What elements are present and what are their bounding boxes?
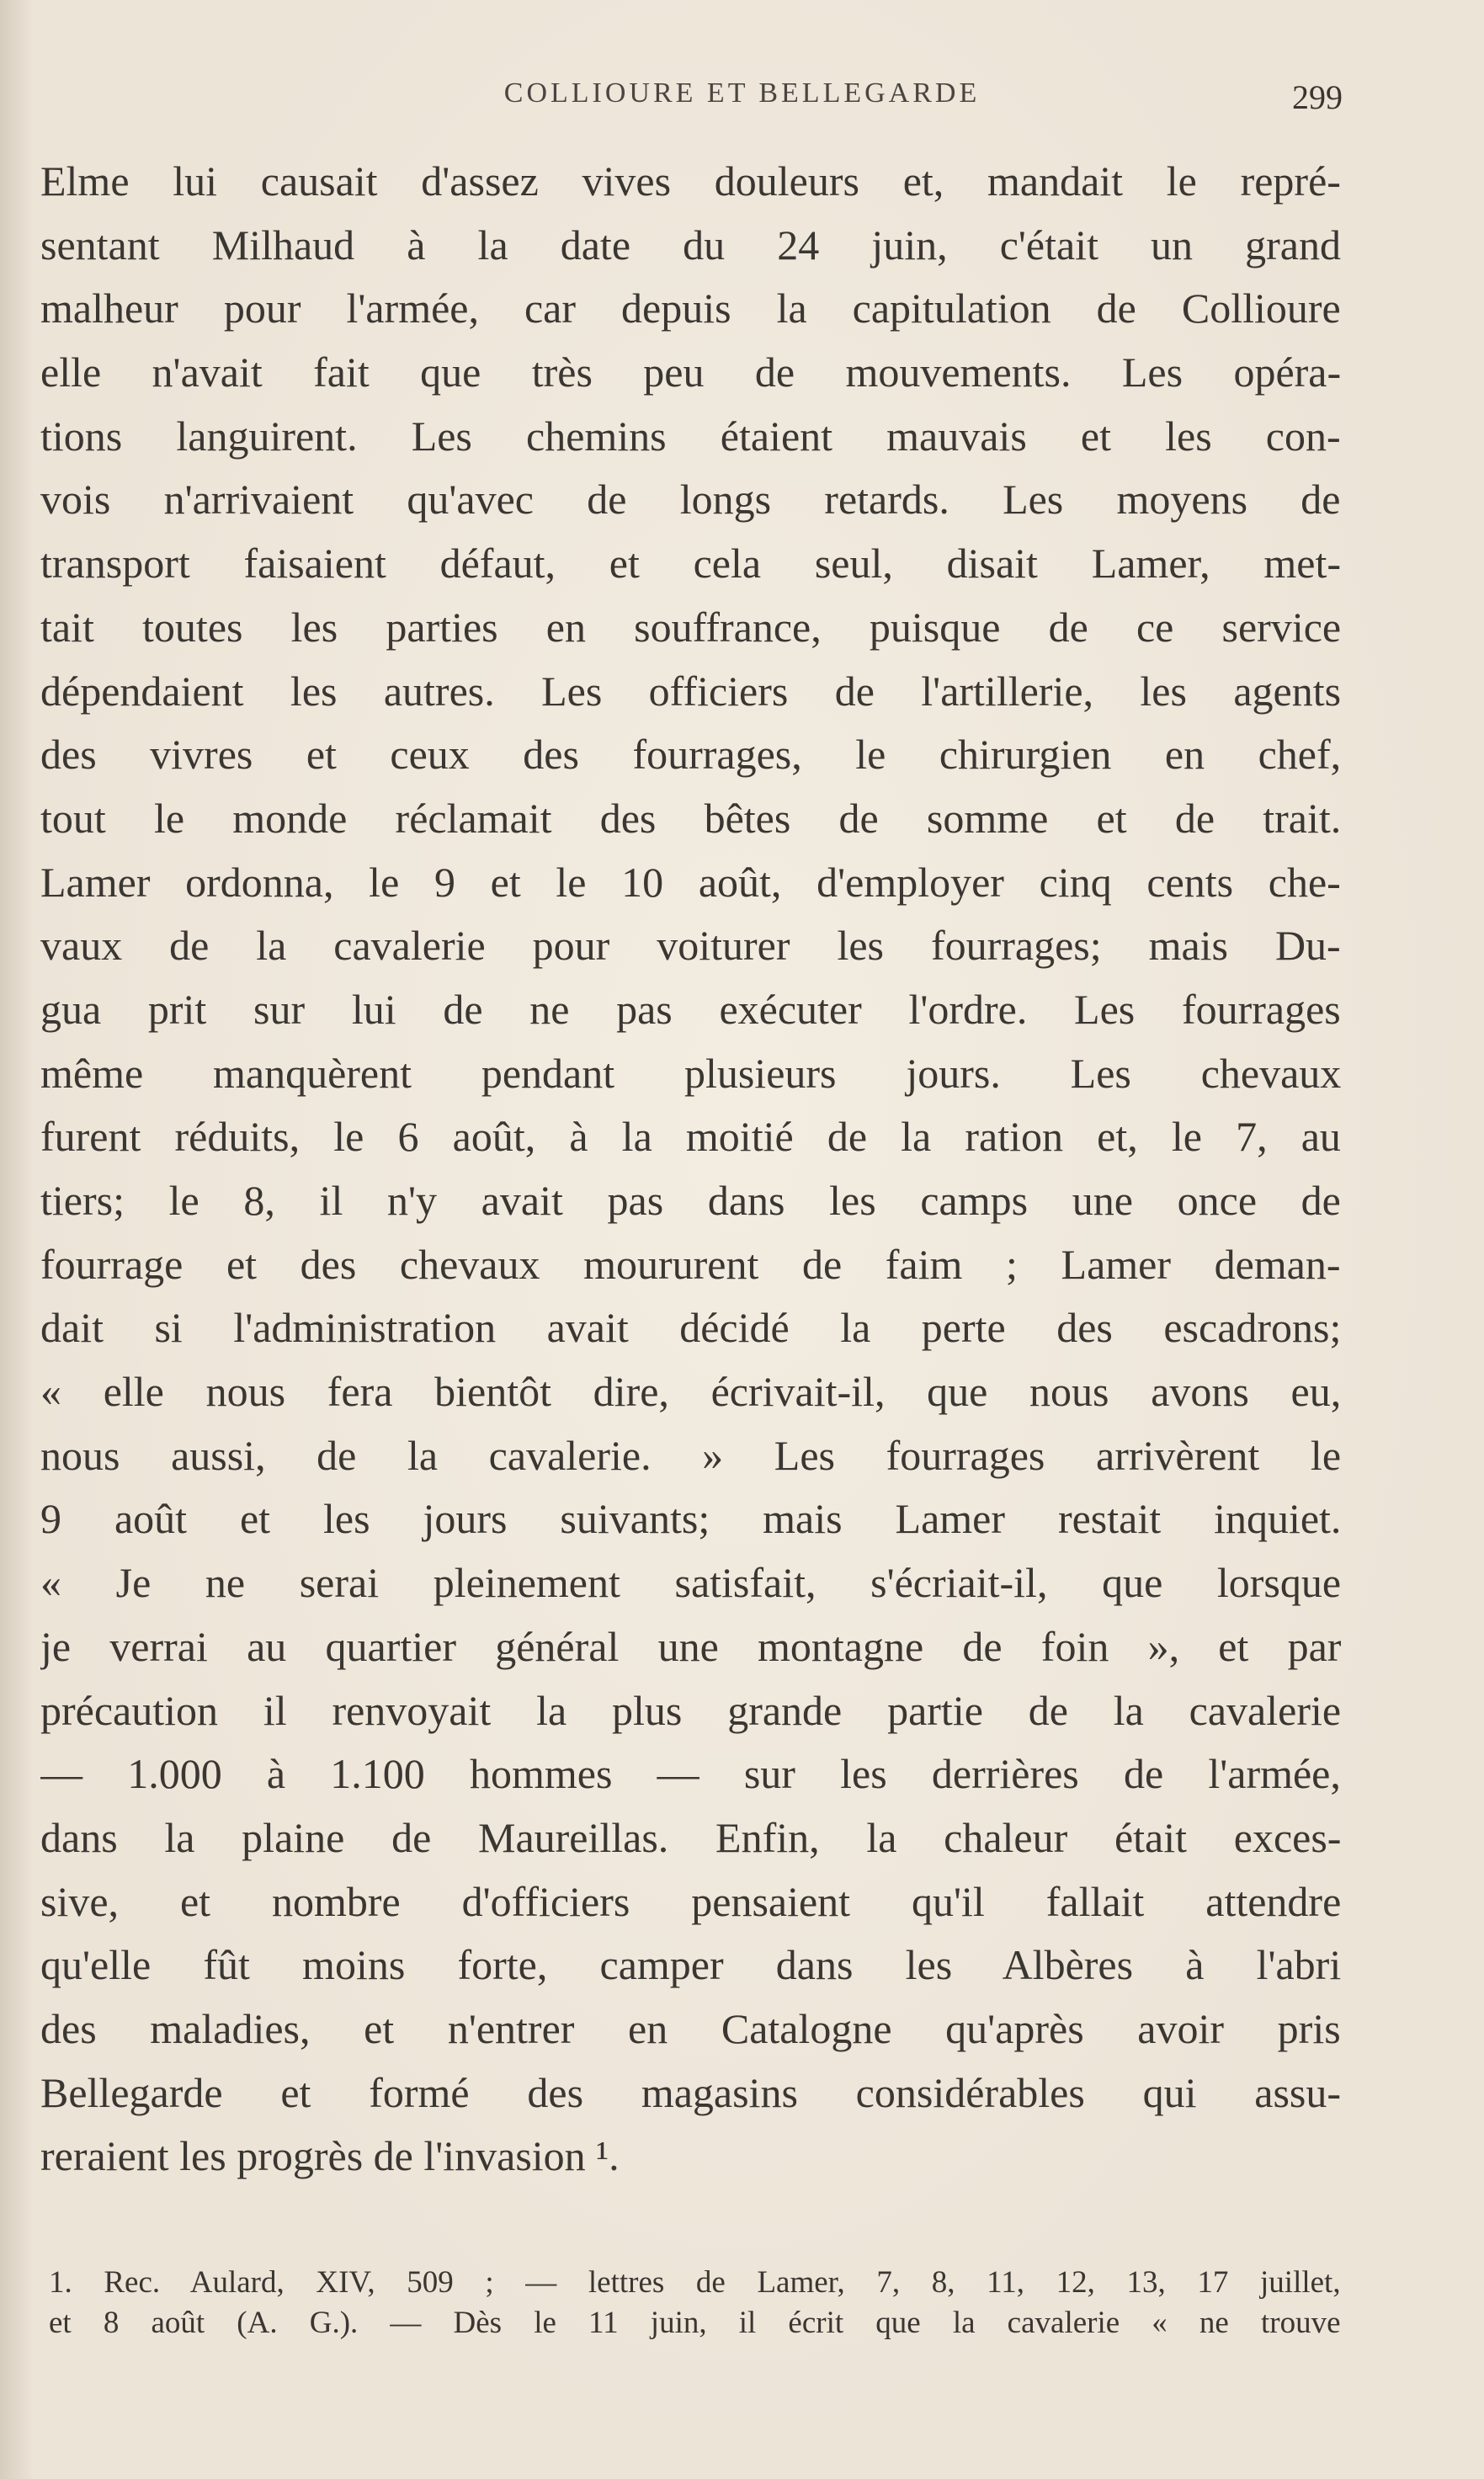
text-line: sentant Milhaud à la date du 24 juin, c'était un grand — [40, 221, 1341, 269]
text-line: tions languirent. Les chemins étaient mauvais et les con- — [40, 412, 1341, 460]
text-line: « elle nous fera bientôt dire, écrivait-il, que nous avons eu, — [40, 1368, 1341, 1416]
text-line: vois n'arrivaient qu'avec de longs retards. Les moyens de — [40, 476, 1341, 524]
text-line: tait toutes les parties en souffrance, puisque de ce service — [40, 603, 1341, 651]
running-title: COLLIOURE ET BELLEGARDE — [503, 77, 981, 109]
text-line: vaux de la cavalerie pour voiturer les fourrages; mais Du- — [40, 922, 1341, 970]
text-line: dans la plaine de Maureillas. Enfin, la chaleur était exces- — [40, 1813, 1341, 1861]
text-line: elle n'avait fait que très peu de mouvements. Les opéra- — [40, 348, 1341, 396]
text-line: tiers; le 8, il n'y avait pas dans les camps une once de — [40, 1177, 1341, 1224]
text-line: malheur pour l'armée, car depuis la capitulation de Collioure — [40, 285, 1341, 332]
text-line: je verrai au quartier général une montagne de foin », et par — [40, 1622, 1341, 1670]
page-number: 299 — [1292, 78, 1343, 116]
footnotes — [49, 2263, 1341, 2343]
text-line: Elme lui causait d'assez vives douleurs et, mandait le repré- — [40, 157, 1341, 205]
footnote-line: 1. Rec. Aulard, XIV, 509 ; — lettres de Lamer, 7, 8, 11, 12, 13, 17 juillet, — [49, 2265, 1341, 2300]
text-line: — 1.000 à 1.100 hommes — sur les derrières de l'armée, — [40, 1750, 1341, 1798]
text-line: transport faisaient défaut, et cela seul, disait Lamer, met- — [40, 540, 1341, 588]
text-line: nous aussi, de la cavalerie. » Les fourrages arrivèrent le — [40, 1431, 1341, 1479]
text-line: dait si l'administration avait décidé la perte des escadrons; — [40, 1304, 1341, 1352]
text-line: reraient les progrès de l'invasion ¹. — [40, 2132, 620, 2180]
text-line: qu'elle fût moins forte, camper dans les Albères à l'abri — [40, 1941, 1341, 1989]
text-line: des vivres et ceux des fourrages, le chirurgien en chef, — [40, 731, 1341, 779]
text-line: « Je ne serai pleinement satisfait, s'écriait-il, que lorsque — [40, 1559, 1341, 1607]
text-line: fourrage et des chevaux moururent de faim ; Lamer deman- — [40, 1240, 1341, 1288]
running-head — [0, 77, 1484, 116]
text-line: 9 août et les jours suivants; mais Lamer restait inquiet. — [40, 1495, 1341, 1543]
text-line: Bellegarde et formé des magasins considérables qui assu- — [40, 2068, 1341, 2116]
body-text — [40, 150, 1341, 2189]
footnote-line: et 8 août (A. G.). — Dès le 11 juin, il écrit que la cavalerie « ne trouve — [49, 2306, 1341, 2340]
text-line: gua prit sur lui de ne pas exécuter l'ordre. Les fourrages — [40, 985, 1341, 1033]
text-line: des maladies, et n'entrer en Catalogne qu'après avoir pris — [40, 2004, 1341, 2052]
text-line: furent réduits, le 6 août, à la moitié de la ration et, le 7, au — [40, 1113, 1341, 1161]
text-line: tout le monde réclamait des bêtes de somme et de trait. — [40, 794, 1341, 842]
text-line: précaution il renvoyait la plus grande partie de la cavalerie — [40, 1686, 1341, 1734]
text-line: sive, et nombre d'officiers pensaient qu'il fallait attendre — [40, 1877, 1341, 1925]
text-line: dépendaient les autres. Les officiers de l'artillerie, les agents — [40, 667, 1341, 715]
text-line: Lamer ordonna, le 9 et le 10 août, d'employer cinq cents che- — [40, 858, 1341, 906]
text-line: même manquèrent pendant plusieurs jours. Les chevaux — [40, 1049, 1341, 1097]
